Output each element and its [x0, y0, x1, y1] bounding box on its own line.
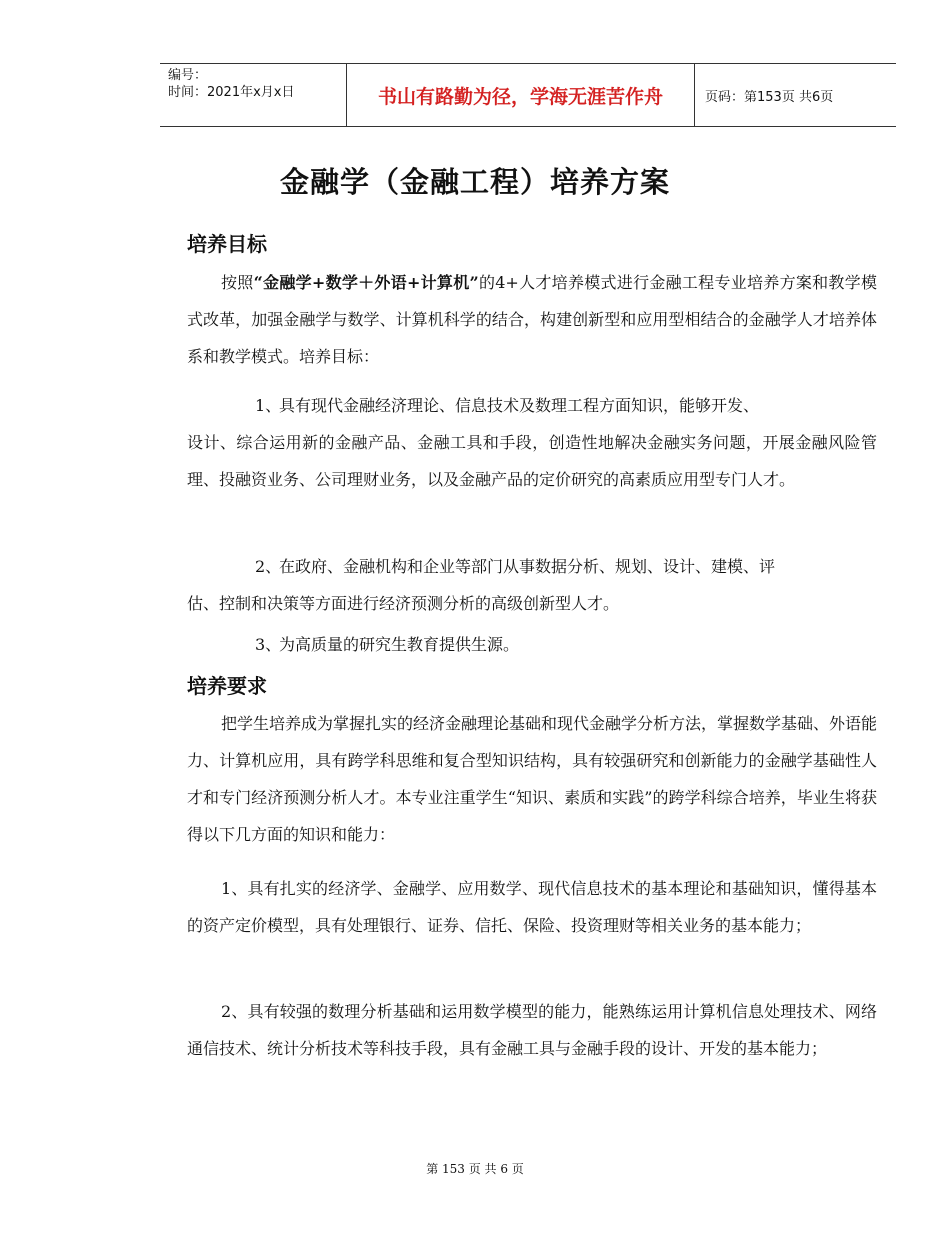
goal-item-1: [187, 387, 877, 424]
goal-item-1-continued: 设计、综合运用新的金融产品、金融工具和手段，创造性地解决金融实务问题，开展金融风险管理、投融资业务、公司理财业务，以及金融产品的定价研究的高素质应用型专门人才。: [187, 433, 877, 489]
goal-item-text: 在政府、金融机构和企业等部门从事数据分析、规划、设计、建模、评: [279, 557, 776, 576]
page-header: [160, 63, 896, 127]
requirements-intro-paragraph: 把学生培养成为掌握扎实的经济金融理论基础和现代金融学分析方法，掌握数学基础、外语能力、计算机应用，具有跨学科思维和复合型知识结构，具有较强研究和创新能力的金融学基础性人才和专门经济预测分析人才。本专业注重学生“知识、素质和实践”的跨学科综合培养，毕业生将获得以下几方面的知识和能力：: [187, 714, 878, 844]
goal-item-number: 1、: [255, 396, 282, 415]
goal-item-2-continued: 估、控制和决策等方面进行经济预测分析的高级创新型人才。: [187, 594, 620, 613]
goal-item-number: 2、: [255, 557, 282, 576]
section-heading-goals: 培养目标: [187, 232, 267, 256]
requirement-item-2: 2、具有较强的数理分析基础和运用数学模型的能力，能熟练运用计算机信息处理技术、网络通信技术、统计分析技术等科技手段，具有金融工具与金融手段的设计、开发的基本能力；: [187, 1002, 877, 1058]
time-label: 时间：2021年x月x日: [168, 85, 295, 100]
intro-bold-model: “金融学+数学＋外语+计算机”: [253, 273, 479, 292]
goal-item-text: 具有现代金融经济理论、信息技术及数理工程方面知识，能够开发、: [279, 396, 760, 415]
goal-item-number: 3、: [255, 635, 282, 654]
document-title: 金融学（金融工程）培养方案: [279, 165, 670, 199]
goal-item-2: [187, 548, 877, 585]
page-footer: 第 153 页 共 6 页: [426, 1162, 524, 1176]
intro-rest: 的4+人才培养模式进行金融工程专业培养方案和教学模式改革，加强金融学与数学、计算机科学的结合，构建创新型和应用型相结合的金融学人才培养体系和教学模式。培养目标：: [187, 273, 877, 366]
goals-intro-paragraph: [187, 264, 877, 375]
header-meta: [168, 67, 344, 101]
intro-prefix: 按照: [221, 273, 254, 292]
goal-item-3: [187, 626, 877, 663]
header-divider: [694, 63, 695, 127]
header-page-info: 页码：第153页 共6页: [705, 89, 834, 105]
section-heading-requirements: 培养要求: [187, 674, 267, 698]
header-motto: 书山有路勤为径，学海无涯苦作舟: [377, 85, 663, 108]
serial-label: 编号：: [168, 68, 208, 83]
goal-item-text: 为高质量的研究生教育提供生源。: [279, 635, 520, 654]
requirement-item-1: 1、具有扎实的经济学、金融学、应用数学、现代信息技术的基本理论和基础知识，懂得基本的资产定价模型，具有处理银行、证券、信托、保险、投资理财等相关业务的基本能力；: [187, 879, 877, 935]
